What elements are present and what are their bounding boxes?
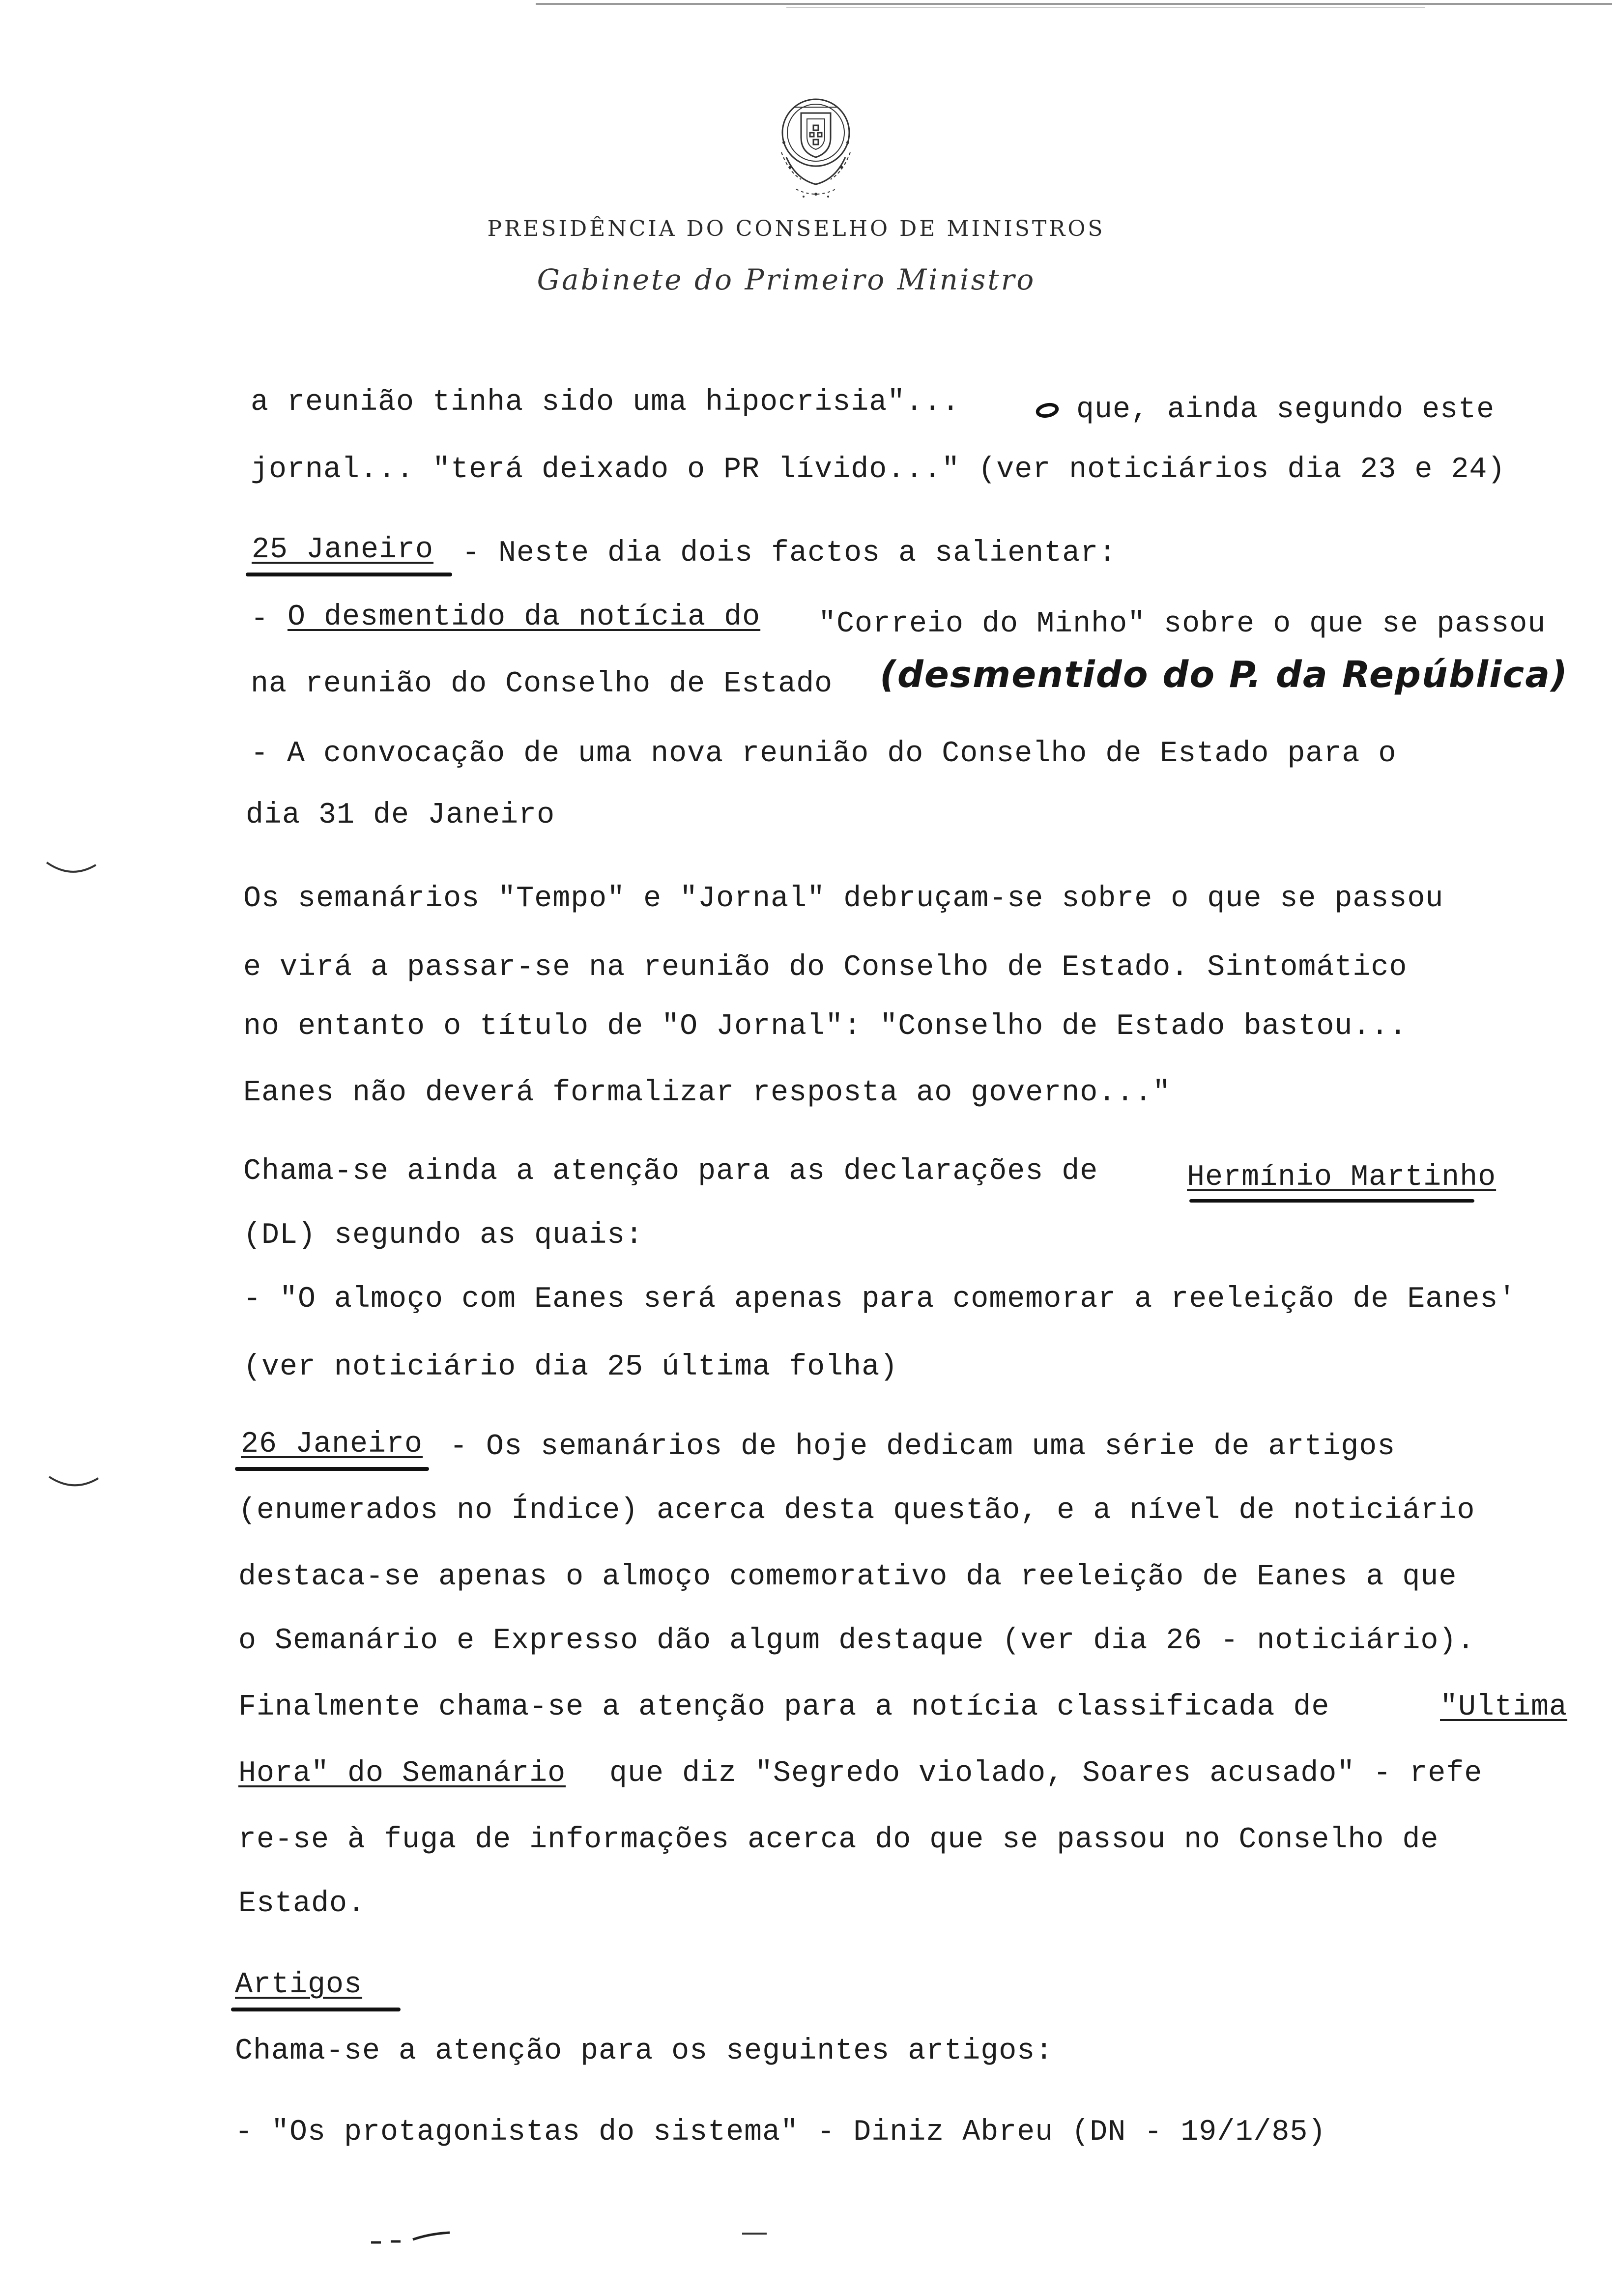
body-line-9: e virá a passar-se na reunião do Conselho de Estado. Sintomático [243, 951, 1408, 984]
body-line-15: (ver noticiário dia 25 última folha) [243, 1350, 898, 1384]
top-edge-rule-secondary [786, 7, 1425, 8]
date-heading-26-janeiro: 26 Janeiro [241, 1428, 423, 1461]
stray-ink-mark [366, 2229, 474, 2248]
date-heading-25-janeiro: 25 Janeiro [252, 533, 434, 567]
body-line-18: destaca-se apenas o almoço comemorativo da reeleição de Eanes a que [238, 1560, 1457, 1594]
section-heading-artigos: Artigos [235, 1968, 363, 2002]
handwritten-underline [235, 1467, 429, 1471]
top-edge-rule [536, 3, 1612, 5]
body-line-4: "Correio do Minho" sobre o que se passou [818, 607, 1546, 641]
underlined-phrase-desmentido: O desmentido da notícia do [288, 601, 761, 634]
body-line-6: - A convocação de uma nova reunião do Conselho de Estado para o [251, 737, 1397, 771]
body-line-20: Finalmente chama-se a atenção para a notícia classificada de [238, 1691, 1330, 1724]
underlined-name-herminio-martinho: Hermínio Martinho [1187, 1161, 1497, 1194]
body-line-16: - Os semanários de hoje dedicam uma série de artigos [450, 1430, 1396, 1464]
cabinet-name: Gabinete do Primeiro Ministro [537, 263, 1036, 296]
stray-ink-mark [740, 2229, 769, 2239]
body-line-23: Estado. [238, 1887, 366, 1921]
coat-of-arms-seal [767, 84, 865, 206]
bullet-dash: - [251, 603, 269, 636]
body-line-1b: que, ainda segundo este [1076, 393, 1495, 427]
body-line-11: Eanes não deverá formalizar resposta ao governo..." [243, 1076, 1171, 1110]
body-line-5: na reunião do Conselho de Estado [251, 667, 833, 701]
underlined-phrase-ultima-hora: "Ultima [1440, 1691, 1568, 1724]
body-line-12: Chama-se ainda a atenção para as declarações de [243, 1155, 1098, 1188]
body-line-26: - "Os protagonistas do sistema" - Diniz Abreu (DN - 19/1/85) [235, 2116, 1326, 2149]
handwritten-underline [231, 2008, 401, 2011]
body-line-1a: a reunião tinha sido uma hipocrisia"... [251, 386, 960, 419]
handwritten-underline [1189, 1199, 1474, 1203]
body-line-7: dia 31 de Janeiro [246, 799, 555, 832]
body-line-3: - Neste dia dois factos a salientar: [462, 537, 1117, 570]
handwritten-circle-mark [1035, 402, 1062, 419]
body-line-25: Chama-se a atenção para os seguintes artigos: [235, 2035, 1054, 2068]
body-line-2: jornal... "terá deixado o PR lívido..." (ver noticiários dia 23 e 24) [251, 453, 1506, 487]
underlined-phrase-hora-semanario: Hora" do Semanário [238, 1757, 566, 1790]
body-line-22: re-se à fuga de informações acerca do que se passou no Conselho de [238, 1823, 1439, 1857]
body-line-13: (DL) segundo as quais: [243, 1219, 644, 1252]
body-line-19: o Semanário e Expresso dão algum destaque (ver dia 26 - noticiário). [238, 1624, 1475, 1658]
margin-hole-mark [47, 1474, 101, 1494]
handwritten-underline [246, 573, 452, 576]
handwritten-annotation: (desmentido do P. da República) [880, 654, 1569, 696]
body-line-10: no entanto o título de "O Jornal": "Conselho de Estado bastou... [243, 1010, 1408, 1043]
body-line-14: - "O almoço com Eanes será apenas para comemorar a reeleição de Eanes' [243, 1283, 1517, 1316]
body-line-21: que diz "Segredo violado, Soares acusado" - refe [609, 1757, 1483, 1790]
margin-hole-mark [44, 860, 98, 880]
body-line-8: Os semanários "Tempo" e "Jornal" debruçam-se sobre o que se passou [243, 882, 1444, 916]
institution-name: PRESIDÊNCIA DO CONSELHO DE MINISTROS [487, 216, 1105, 241]
body-line-17: (enumerados no Índice) acerca desta questão, e a nível de noticiário [238, 1494, 1475, 1527]
